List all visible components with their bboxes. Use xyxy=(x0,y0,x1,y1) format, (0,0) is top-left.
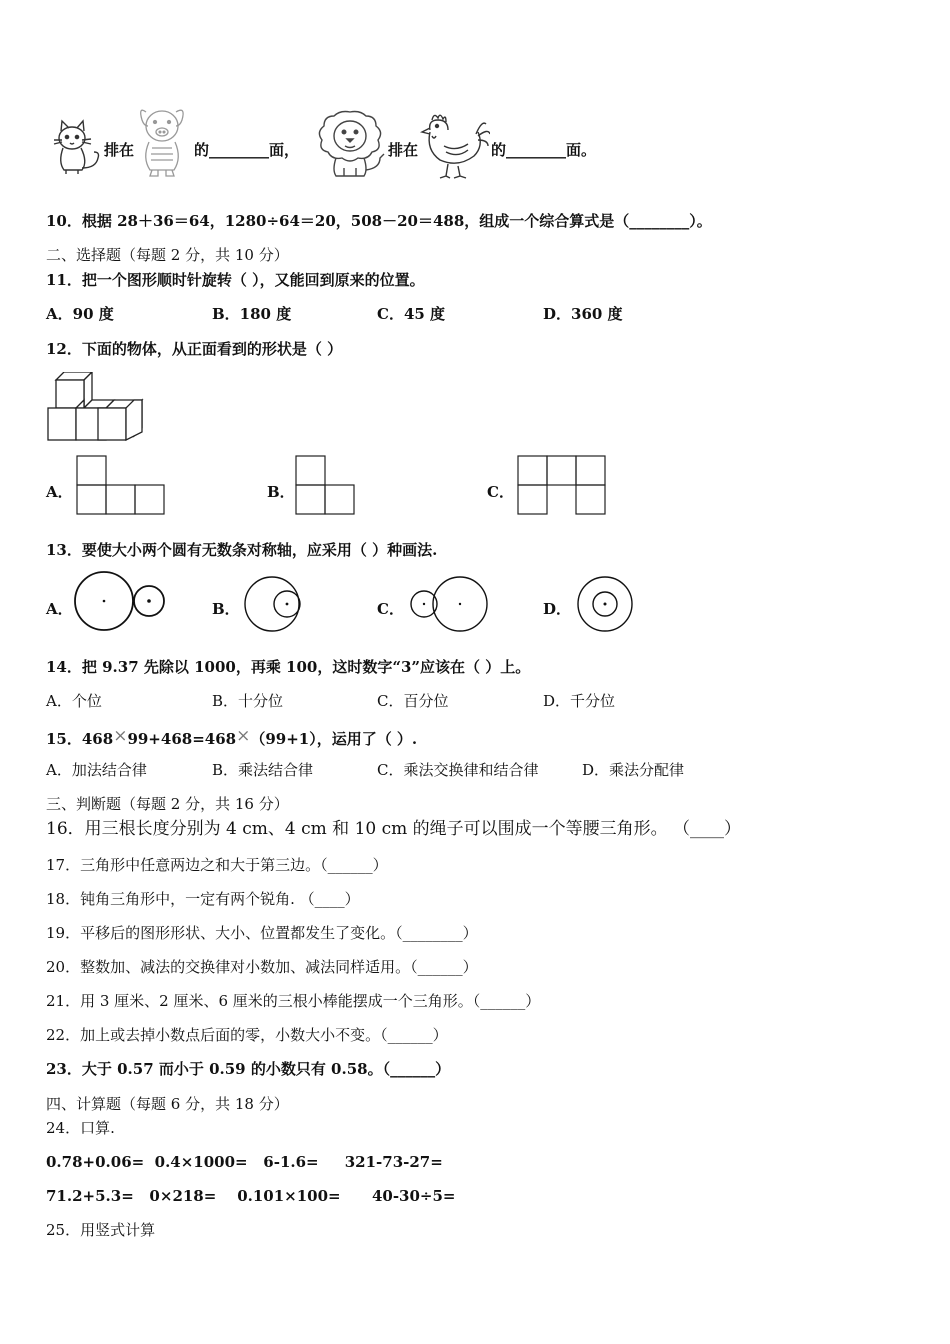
q19: 19．平移后的图形形状、大小、位置都发生了变化。（________） xyxy=(46,924,478,942)
q12-label-a[interactable]: A． xyxy=(46,483,73,501)
times-sign-icon: × xyxy=(236,726,251,746)
q13-label-d[interactable]: D． xyxy=(543,600,572,618)
cube-stack-figure xyxy=(46,372,144,444)
q9-text-1: 排在 xyxy=(104,141,135,159)
q10: 10．根据 28＋36＝64，1280÷64＝20，508－20＝488，组成一个综合算式是（________）。 xyxy=(46,212,712,230)
q18: 18．钝角三角形中，一定有两个锐角. （____） xyxy=(46,890,360,908)
q9-text-4: 的________面。 xyxy=(491,141,597,159)
q13-text: 13．要使大小两个圆有无数条对称轴，应采用（ ）种画法. xyxy=(46,541,438,559)
q22: 22．加上或去掉小数点后面的零，小数大小不变。（______） xyxy=(46,1026,448,1044)
q11-option-b[interactable]: B．180 度 xyxy=(212,305,292,323)
q12-text: 12．下面的物体，从正面看到的形状是（ ） xyxy=(46,340,343,358)
q15-text-part-3: （99+1），运用了（ ）. xyxy=(250,730,418,748)
q20: 20．整数加、减法的交换律对小数加、减法同样适用。（______） xyxy=(46,958,478,976)
q13-label-c[interactable]: C． xyxy=(377,600,404,618)
q15-option-a[interactable]: A．加法结合律 xyxy=(46,761,147,779)
q15-option-c[interactable]: C．乘法交换律和结合律 xyxy=(377,761,539,779)
q17: 17．三角形中任意两边之和大于第三边。（______） xyxy=(46,856,388,874)
times-sign-icon: × xyxy=(113,726,128,746)
q9-text-3: 排在 xyxy=(388,141,419,159)
q24-row-1: 0.78+0.06= 0.4×1000= 6-1.6= 321-73-27= xyxy=(46,1153,443,1171)
q15-option-d[interactable]: D．乘法分配律 xyxy=(582,761,685,779)
q13-option-a-figure[interactable] xyxy=(72,568,168,634)
q11-text: 11．把一个图形顺时针旋转（ ），又能回到原来的位置。 xyxy=(46,271,425,289)
q23: 23．大于 0.57 而小于 0.59 的小数只有 0.58。（______） xyxy=(46,1060,451,1078)
lion-icon xyxy=(314,108,386,178)
q12-option-b-figure[interactable] xyxy=(295,455,357,517)
q9-text-2: 的________面， xyxy=(194,141,300,159)
q13-label-b[interactable]: B． xyxy=(212,600,240,618)
section-4-title: 四、计算题（每题 6 分，共 18 分） xyxy=(46,1095,289,1113)
q13-option-d-figure[interactable] xyxy=(576,575,634,633)
q15-text-part-2: 99+468=468 xyxy=(127,730,237,748)
q14-option-c[interactable]: C．百分位 xyxy=(377,692,449,710)
q13-option-c-figure[interactable] xyxy=(408,574,490,634)
q25-text: 25．用竖式计算 xyxy=(46,1221,156,1239)
q15-option-b[interactable]: B．乘法结合律 xyxy=(212,761,314,779)
q12-label-c[interactable]: C． xyxy=(487,483,514,501)
section-3-title: 三、判断题（每题 2 分，共 16 分） xyxy=(46,795,289,813)
q13-label-a[interactable]: A． xyxy=(46,600,73,618)
q21: 21．用 3 厘米、2 厘米、6 厘米的三根小棒能摆成一个三角形。（______） xyxy=(46,992,541,1010)
q14-option-d[interactable]: D．千分位 xyxy=(543,692,616,710)
q24-row-2: 71.2+5.3= 0×218= 0.101×100= 40-30÷5= xyxy=(46,1187,456,1205)
q12-option-a-figure[interactable] xyxy=(76,455,166,517)
q12-option-c-figure[interactable] xyxy=(517,455,607,517)
q11-option-a[interactable]: A．90 度 xyxy=(46,305,114,323)
q13-option-b-figure[interactable] xyxy=(244,574,304,634)
q11-option-d[interactable]: D．360 度 xyxy=(543,305,623,323)
pig-icon xyxy=(136,104,188,178)
q15-text xyxy=(46,726,417,749)
q14-option-b[interactable]: B．十分位 xyxy=(212,692,284,710)
q11-option-c[interactable]: C．45 度 xyxy=(377,305,446,323)
q14-text: 14．把 9.37 先除以 1000，再乘 100，这时数字“3”应该在（ ）上。 xyxy=(46,658,531,676)
q15-text-part-1: 15．468 xyxy=(46,730,114,748)
section-2-title: 二、选择题（每题 2 分，共 10 分） xyxy=(46,246,289,264)
hen-icon xyxy=(418,110,490,180)
q12-label-b[interactable]: B． xyxy=(267,483,295,501)
q14-option-a[interactable]: A．个位 xyxy=(46,692,102,710)
q24-text: 24．口算. xyxy=(46,1119,115,1137)
q16: 16．用三根长度分别为 4 cm、4 cm 和 10 cm 的绳子可以围成一个等腰三角形。 （____） xyxy=(46,819,742,839)
cat-icon xyxy=(48,118,102,178)
